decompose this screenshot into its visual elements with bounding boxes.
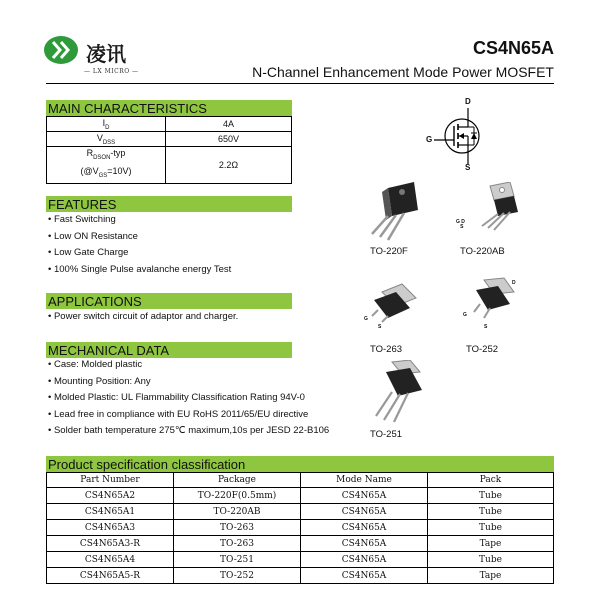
company-logo-mark xyxy=(44,36,78,64)
list-item: • 100% Single Pulse avalanche energy Test xyxy=(48,262,231,279)
to252-pin-d: D xyxy=(512,280,516,286)
table-row xyxy=(47,147,292,184)
table-row xyxy=(47,488,554,504)
to252-pin-s: S xyxy=(484,324,488,330)
table-cell: TO-251 xyxy=(174,552,301,568)
table-cell: CS4N65A1 xyxy=(47,504,174,520)
header-divider xyxy=(46,83,554,84)
to220ab-package-image xyxy=(462,182,526,239)
value-cell: 2.2Ω xyxy=(166,147,292,184)
spec-classification-table xyxy=(46,472,554,584)
table-cell: Tube xyxy=(428,488,554,504)
table-cell: TO-263 xyxy=(174,520,301,536)
table-cell: CS4N65A3 xyxy=(47,520,174,536)
table-row xyxy=(47,117,292,132)
table-cell: CS4N65A xyxy=(301,488,428,504)
table-cell: Tube xyxy=(428,504,554,520)
param-cell: $R_{DSON}$-typ $(@V_{GS}=10V)$ xyxy=(47,147,166,184)
column-header: Pack xyxy=(428,473,554,488)
spec-classification-heading: Product specification classification xyxy=(46,456,554,472)
param-cell: $I_D$ xyxy=(47,117,166,132)
value-cell: 4A xyxy=(166,117,292,132)
to220f-label: TO-220F xyxy=(370,246,408,257)
list-item: • Low Gate Charge xyxy=(48,245,231,262)
value-cell: 650V xyxy=(166,132,292,147)
to263-pin-s: S xyxy=(378,324,382,330)
column-header: Package xyxy=(174,473,301,488)
company-name-cn: 凌讯 xyxy=(86,42,126,66)
symbol-gate-label: G xyxy=(426,135,433,144)
table-cell: Tube xyxy=(428,520,554,536)
device-subtitle: N-Channel Enhancement Mode Power MOSFET xyxy=(252,64,554,80)
table-cell: CS4N65A xyxy=(301,504,428,520)
list-item: • Solder bath temperature 275℃ maximum,10s per JESD 22-B106 xyxy=(48,423,329,440)
list-item: • Mounting Position: Any xyxy=(48,374,329,391)
table-header-row xyxy=(47,473,554,488)
table-row xyxy=(47,132,292,147)
table-cell: CS4N65A4 xyxy=(47,552,174,568)
company-name-en: — LX MICRO — xyxy=(84,68,139,75)
to220f-package-image xyxy=(366,182,430,247)
table-cell: CS4N65A xyxy=(301,536,428,552)
to252-pin-g: G xyxy=(463,312,467,318)
applications-heading: APPLICATIONS xyxy=(46,293,292,309)
to252-label: TO-252 xyxy=(466,344,499,355)
part-number-title: CS4N65A xyxy=(472,38,554,58)
list-item: • Low ON Resistance xyxy=(48,229,231,246)
column-header: Mode Name xyxy=(301,473,428,488)
to220ab-label: TO-220AB xyxy=(460,246,505,257)
column-header: Part Number xyxy=(47,473,174,488)
to251-package-image xyxy=(370,360,430,429)
table-cell: Tape xyxy=(428,568,554,584)
to263-pin-g: G xyxy=(364,316,368,322)
table-row xyxy=(47,536,554,552)
to263-package-image xyxy=(368,280,420,333)
param-cell: $V_{DSS}$ xyxy=(47,132,166,147)
to220ab-pin-labels: G D S xyxy=(456,219,465,230)
table-row xyxy=(47,504,554,520)
mechanical-data-list xyxy=(48,357,329,440)
table-cell: Tape xyxy=(428,536,554,552)
features-heading: FEATURES xyxy=(46,196,292,212)
mechanical-data-heading: MECHANICAL DATA xyxy=(46,342,292,358)
table-cell: CS4N65A3-R xyxy=(47,536,174,552)
table-cell: CS4N65A xyxy=(301,568,428,584)
to263-label: TO-263 xyxy=(370,344,403,355)
symbol-source-label: S xyxy=(465,163,471,172)
symbol-drain-label: D xyxy=(465,97,471,106)
table-cell: CS4N65A2 xyxy=(47,488,174,504)
applications-list xyxy=(48,309,238,326)
list-item: • Fast Switching xyxy=(48,212,231,229)
to251-label: TO-251 xyxy=(370,429,403,440)
features-list xyxy=(48,212,231,278)
list-item: • Lead free in compliance with EU RoHS 2011/65/EU directive xyxy=(48,407,329,424)
main-characteristics-table xyxy=(46,116,292,184)
table-row xyxy=(47,520,554,536)
table-row xyxy=(47,552,554,568)
table-cell: Tube xyxy=(428,552,554,568)
table-cell: TO-220AB xyxy=(174,504,301,520)
table-cell: TO-263 xyxy=(174,536,301,552)
to252-package-image xyxy=(466,276,518,333)
list-item: • Case: Molded plastic xyxy=(48,357,329,374)
main-characteristics-heading: MAIN CHARACTERISTICS xyxy=(46,100,292,116)
list-item: • Molded Plastic: UL Flammability Classification Rating 94V-0 xyxy=(48,390,329,407)
table-cell: TO-252 xyxy=(174,568,301,584)
table-row xyxy=(47,568,554,584)
table-cell: CS4N65A5-R xyxy=(47,568,174,584)
table-cell: CS4N65A xyxy=(301,552,428,568)
table-cell: TO-220F(0.5mm) xyxy=(174,488,301,504)
table-cell: CS4N65A xyxy=(301,520,428,536)
list-item: • Power switch circuit of adaptor and charger. xyxy=(48,309,238,326)
